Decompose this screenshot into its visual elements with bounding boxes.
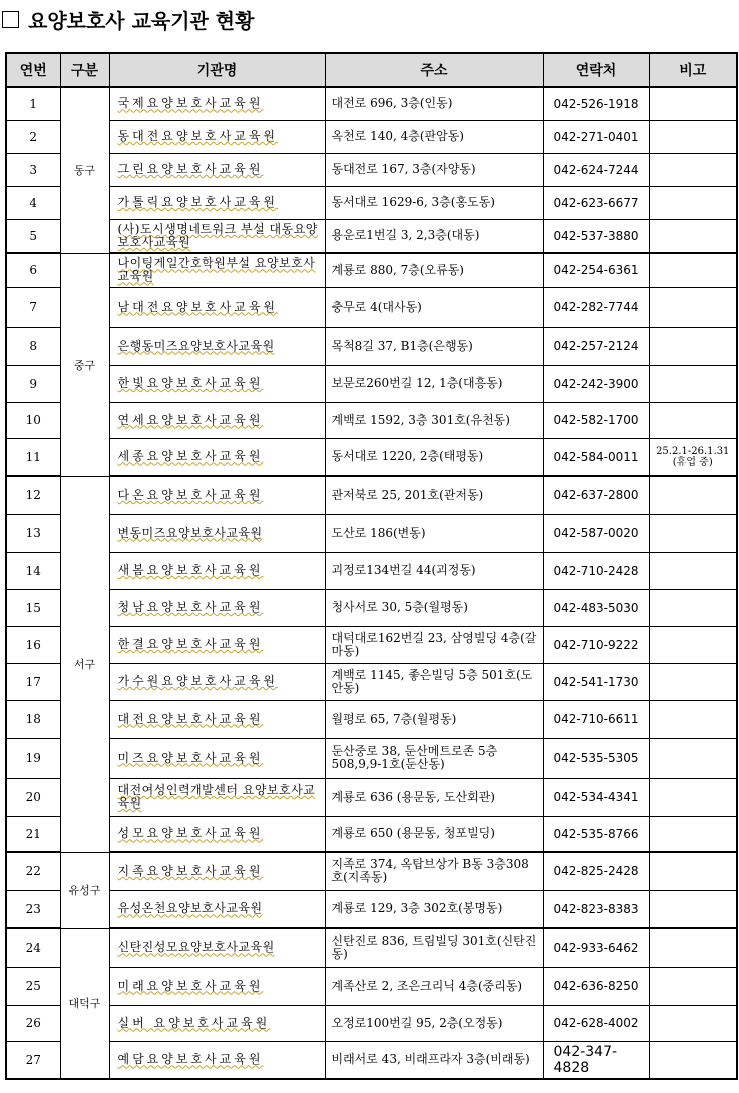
address: 충무로 4(대사동): [325, 287, 543, 327]
note: [649, 253, 737, 287]
address: 동대전로 167, 3층(자양동): [325, 153, 543, 186]
note: [649, 87, 737, 120]
phone: 042-584-0011: [543, 438, 649, 476]
note: [649, 890, 737, 928]
address: 계룡로 650 (용문동, 청포빌딩): [325, 816, 543, 852]
phone: 042-582-1700: [543, 402, 649, 438]
address: 대덕대로162번길 23, 삼영빌딩 4층(갈마동): [325, 626, 543, 663]
header-no: 연번: [6, 53, 60, 87]
institution-name: 연세요양보호사교육원: [109, 402, 325, 438]
table-row: [6, 327, 737, 365]
institution-name: 미즈요양보호사교육원: [109, 738, 325, 778]
table-row: [6, 87, 737, 120]
institution-name: 한결요양보호사교육원: [109, 626, 325, 663]
phone: 042-825-2428: [543, 852, 649, 890]
header-phone: 연락처: [543, 53, 649, 87]
address: 옥천로 140, 4층(판암동): [325, 120, 543, 153]
table-row: [6, 700, 737, 738]
address: 도산로 186(변동): [325, 514, 543, 552]
phone: 042-535-8766: [543, 816, 649, 852]
row-no: 1: [6, 87, 60, 120]
address: 동서대로 1220, 2층(태평동): [325, 438, 543, 476]
institution-name: 세종요양보호사교육원: [109, 438, 325, 476]
row-no: 11: [6, 438, 60, 476]
institution-name: 실버 요양보호사교육원: [109, 1005, 325, 1041]
institution-name: 가수원요양보호사교육원: [109, 663, 325, 700]
phone: 042-933-6462: [543, 928, 649, 967]
row-no: 18: [6, 700, 60, 738]
address: 계룡로 129, 3층 302호(봉명동): [325, 890, 543, 928]
address: 청사서로 30, 5층(월평동): [325, 589, 543, 626]
institution-name: 변동미즈요양보호사교육원: [109, 514, 325, 552]
header-address: 주소: [325, 53, 543, 87]
table-row: [6, 928, 737, 967]
table-row: [6, 778, 737, 816]
phone: 042-347-4828: [543, 1041, 649, 1079]
row-no: 20: [6, 778, 60, 816]
row-no: 9: [6, 365, 60, 402]
note: [649, 1005, 737, 1041]
note: [649, 514, 737, 552]
table-row: [6, 186, 737, 219]
note: [649, 1041, 737, 1079]
note: [649, 852, 737, 890]
address: 용운로1번길 3, 2,3층(대동): [325, 219, 543, 253]
address: 동서대로 1629-6, 3층(홍도동): [325, 186, 543, 219]
phone: 042-623-6677: [543, 186, 649, 219]
district-cell: 동구: [60, 87, 109, 253]
note: [649, 663, 737, 700]
note: [649, 153, 737, 186]
table-header-row: [6, 53, 737, 87]
note: [649, 120, 737, 153]
table-row: [6, 852, 737, 890]
table-row: [6, 120, 737, 153]
phone: 042-587-0020: [543, 514, 649, 552]
institution-name: 성모요양보호사교육원: [109, 816, 325, 852]
address: 계백로 1145, 좋은빌딩 5층 501호(도안동): [325, 663, 543, 700]
note: [649, 700, 737, 738]
phone: 042-710-2428: [543, 552, 649, 589]
note: [649, 287, 737, 327]
row-no: 3: [6, 153, 60, 186]
address: 계백로 1592, 3층 301호(유천동): [325, 402, 543, 438]
institution-name: 은행동미즈요양보호사교육원: [109, 327, 325, 365]
address: 지족로 374, 옥탑브상가 B동 3층308호(지족동): [325, 852, 543, 890]
address: 대전로 696, 3층(인동): [325, 87, 543, 120]
table-row: [6, 967, 737, 1005]
note: [649, 738, 737, 778]
table-row: [6, 253, 737, 287]
district-cell: 서구: [60, 476, 109, 852]
institution-name: 유성온천요양보호사교육원: [109, 890, 325, 928]
institution-name: 남대전요양보호사교육원: [109, 287, 325, 327]
row-no: 19: [6, 738, 60, 778]
address: 계룡로 880, 7층(오류동): [325, 253, 543, 287]
phone: 042-637-2800: [543, 476, 649, 514]
phone: 042-710-6611: [543, 700, 649, 738]
phone: 042-710-9222: [543, 626, 649, 663]
institution-name: 대전요양보호사교육원: [109, 700, 325, 738]
header-name: 기관명: [109, 53, 325, 87]
institution-name: 지족요양보호사교육원: [109, 852, 325, 890]
row-no: 2: [6, 120, 60, 153]
row-no: 25: [6, 967, 60, 1005]
institution-name: 새봄요양보호사교육원: [109, 552, 325, 589]
row-no: 26: [6, 1005, 60, 1041]
row-no: 17: [6, 663, 60, 700]
row-no: 10: [6, 402, 60, 438]
institution-name: 나이팅게일간호학원부설 요양보호사교육원: [109, 253, 325, 287]
page-title-text: 요양보호사 교육기관 현황: [28, 8, 255, 33]
table-row: [6, 626, 737, 663]
note: [649, 589, 737, 626]
note: [649, 476, 737, 514]
phone: 042-242-3900: [543, 365, 649, 402]
row-no: 6: [6, 253, 60, 287]
phone: 042-254-6361: [543, 253, 649, 287]
row-no: 4: [6, 186, 60, 219]
note: [649, 552, 737, 589]
row-no: 8: [6, 327, 60, 365]
phone: 042-535-5305: [543, 738, 649, 778]
address: 괴정로134번길 44(괴정동): [325, 552, 543, 589]
table-row: [6, 738, 737, 778]
address: 목척8길 37, B1층(은행동): [325, 327, 543, 365]
table-row: [6, 1041, 737, 1079]
table-row: [6, 552, 737, 589]
note: [649, 626, 737, 663]
institution-name: 다온요양보호사교육원: [109, 476, 325, 514]
table-row: [6, 1005, 737, 1041]
row-no: 15: [6, 589, 60, 626]
note: [649, 778, 737, 816]
note: [649, 219, 737, 253]
row-no: 13: [6, 514, 60, 552]
note: [649, 186, 737, 219]
table-row: [6, 287, 737, 327]
institution-name: 미래요양보호사교육원: [109, 967, 325, 1005]
phone: 042-823-8383: [543, 890, 649, 928]
note: [649, 327, 737, 365]
note: [649, 402, 737, 438]
table-row: [6, 663, 737, 700]
phone: 042-537-3880: [543, 219, 649, 253]
institution-name: (사)도시생명네트워크 부설 대동요양보호사교육원: [109, 219, 325, 253]
row-no: 5: [6, 219, 60, 253]
phone: 042-534-4341: [543, 778, 649, 816]
institution-name: 신탄진성모요양보호사교육원: [109, 928, 325, 967]
address: 계룡로 636 (용문동, 도산회관): [325, 778, 543, 816]
institution-name: 그린요양보호사교육원: [109, 153, 325, 186]
phone: 042-636-8250: [543, 967, 649, 1005]
address: 관저북로 25, 201호(관저동): [325, 476, 543, 514]
row-no: 12: [6, 476, 60, 514]
checkbox-square-icon: [2, 11, 19, 28]
row-no: 22: [6, 852, 60, 890]
district-cell: 대덕구: [60, 928, 109, 1079]
address: 신탄진로 836, 트림빌딩 301호(신탄진동): [325, 928, 543, 967]
table-row: [6, 153, 737, 186]
institution-name: 동대전요양보호사교육원: [109, 120, 325, 153]
table-row: [6, 514, 737, 552]
row-no: 16: [6, 626, 60, 663]
institution-name: 가톨릭요양보호사교육원: [109, 186, 325, 219]
row-no: 23: [6, 890, 60, 928]
address: 계족산로 2, 조은크리닉 4층(중리동): [325, 967, 543, 1005]
address: 둔산중로 38, 둔산메트로존 5층 508,9,9-1호(둔산동): [325, 738, 543, 778]
address: 오정로100번길 95, 2층(오정동): [325, 1005, 543, 1041]
institution-name: 대전여성인력개발센터 요양보호사교육원: [109, 778, 325, 816]
row-no: 14: [6, 552, 60, 589]
address: 보문로260번길 12, 1층(대흥동): [325, 365, 543, 402]
phone: 042-257-2124: [543, 327, 649, 365]
row-no: 21: [6, 816, 60, 852]
institution-name: 청남요양보호사교육원: [109, 589, 325, 626]
district-cell: 중구: [60, 253, 109, 476]
note: [649, 365, 737, 402]
note: [649, 928, 737, 967]
institution-name: 국제요양보호사교육원: [109, 87, 325, 120]
phone: 042-628-4002: [543, 1005, 649, 1041]
table-row: [6, 476, 737, 514]
table-row: [6, 402, 737, 438]
phone: 042-541-1730: [543, 663, 649, 700]
note: 25.2.1-26.1.31 (휴업 중): [649, 438, 737, 476]
institution-name: 예담요양보호사교육원: [109, 1041, 325, 1079]
address: 비래서로 43, 비래프라자 3층(비래동): [325, 1041, 543, 1079]
address: 월평로 65, 7층(월평동): [325, 700, 543, 738]
phone: 042-271-0401: [543, 120, 649, 153]
note: [649, 816, 737, 852]
row-no: 27: [6, 1041, 60, 1079]
row-no: 24: [6, 928, 60, 967]
table-row: [6, 816, 737, 852]
table-row: [6, 890, 737, 928]
table-row: [6, 219, 737, 253]
row-no: 7: [6, 287, 60, 327]
header-district: 구분: [60, 53, 109, 87]
institution-table: [5, 52, 738, 1080]
table-row: [6, 589, 737, 626]
district-cell: 유성구: [60, 852, 109, 928]
header-note: 비고: [649, 53, 737, 87]
phone: 042-624-7244: [543, 153, 649, 186]
phone: 042-526-1918: [543, 87, 649, 120]
institution-name: 한빛요양보호사교육원: [109, 365, 325, 402]
table-row: [6, 365, 737, 402]
table-row: [6, 438, 737, 476]
note: [649, 967, 737, 1005]
phone: 042-483-5030: [543, 589, 649, 626]
phone: 042-282-7744: [543, 287, 649, 327]
page-title: [2, 4, 254, 34]
